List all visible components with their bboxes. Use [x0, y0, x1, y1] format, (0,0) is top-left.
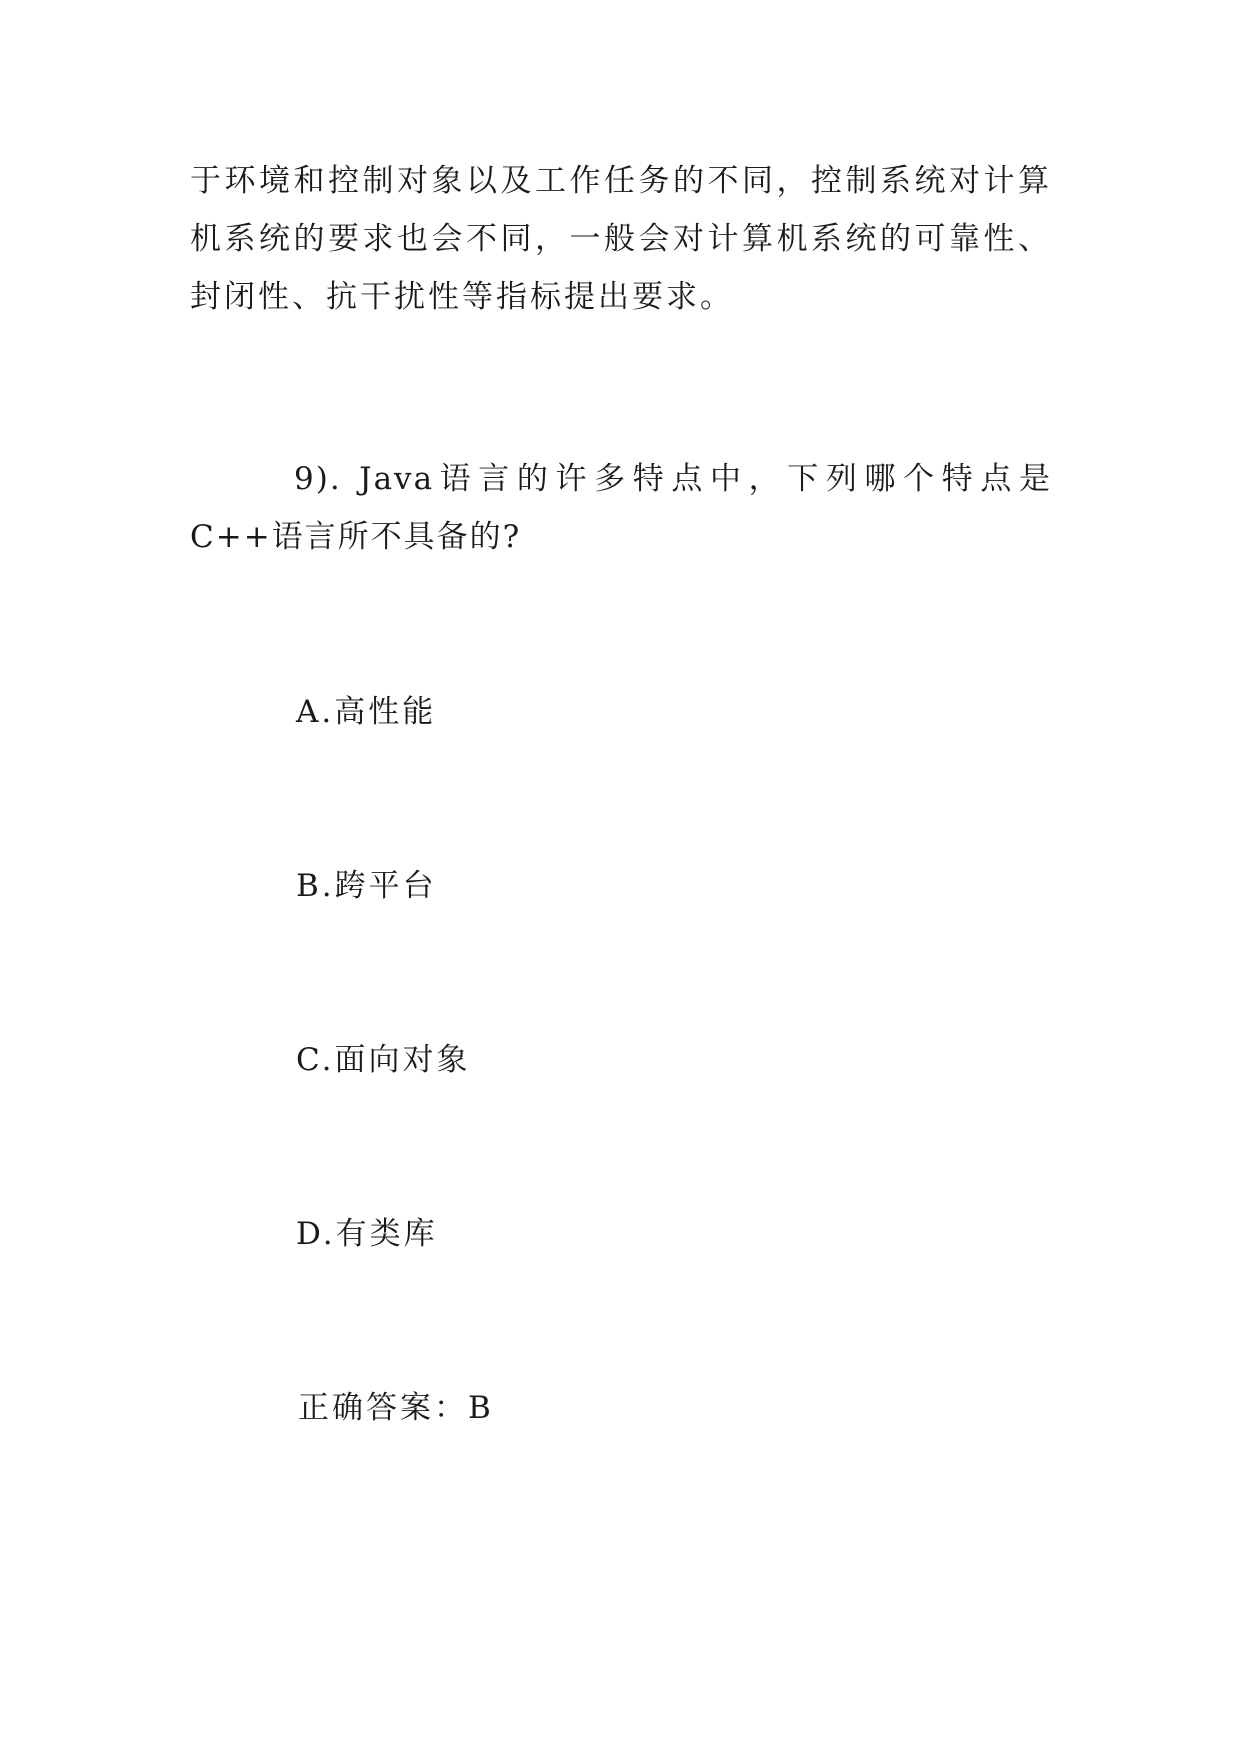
option-c: C.面向对象 [296, 1042, 471, 1078]
option-b: B.跨平台 [296, 868, 437, 904]
option-a: A.高性能 [296, 694, 437, 730]
correct-answer: 正确答案：B [298, 1390, 494, 1426]
question-text: 9). Java语言的许多特点中，下列哪个特点是C++语言所不具备的? [190, 461, 1052, 555]
option-d: D.有类库 [296, 1216, 438, 1252]
continued-paragraph: 于环境和控制对象以及工作任务的不同，控制系统对计算机系统的要求也会不同，一般会对计算机系统的可靠性、封闭性、抗干扰性等指标提出要求。 [190, 163, 1052, 315]
